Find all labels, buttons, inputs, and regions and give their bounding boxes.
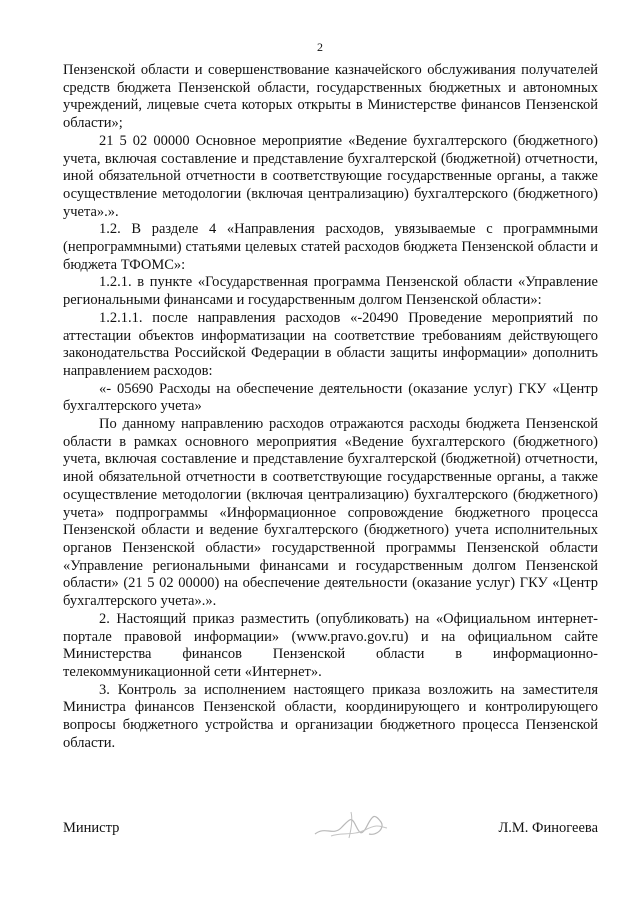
paragraph-6: «- 05690 Расходы на обеспечение деятельности (оказание услуг) ГКУ «Центр бухгалтерского учета» <box>63 380 598 415</box>
signature-block <box>63 820 598 844</box>
signatory-name: Л.М. Финогеева <box>498 820 598 836</box>
paragraph-5: 1.2.1.1. после направления расходов «-20490 Проведение мероприятий по аттестации объектов информатизации на соответствие требованиям действующего законодательства Российской Федерации в области защиты информации» дополнить направлением расходов: <box>63 309 598 379</box>
paragraph-3: 1.2. В разделе 4 «Направления расходов, увязываемые с программными (непрограммными) статьями целевых статей расходов бюджета Пензенской области и бюджета ТФОМС»: <box>63 221 598 273</box>
page-number: 2 <box>317 40 323 54</box>
paragraph-4: 1.2.1. в пункте «Государственная программа Пензенской области «Управление региональными финансами и государственным долгом Пензенской области»: <box>63 274 598 309</box>
handwritten-signature-icon <box>311 806 391 846</box>
paragraph-8: 2. Настоящий приказ разместить (опубликовать) на «Официальном интернет-портале правовой информации» (www.pravo.gov.ru) и на официальном сайте Министерства финансов Пензенской области в информационно-телекоммуникационной сети «Интернет». <box>63 610 598 680</box>
paragraph-9: 3. Контроль за исполнением настоящего приказа возложить на заместителя Министра финансов Пензенской области, координирующего и контролирующего вопросы бюджетного устройства и организации бюджетного процесса Пензенской области. <box>63 681 598 751</box>
document-body <box>63 62 598 752</box>
paragraph-2: 21 5 02 00000 Основное мероприятие «Ведение бухгалтерского (бюджетного) учета, включая составление и представление бухгалтерской (бюджетной) отчетности, иной обязательной отчетности в соответствующие государственные органы, а также осуществление методологии (включая централизацию) бухгалтерского (бюджетного) учета».». <box>63 132 598 220</box>
paragraph-7: По данному направлению расходов отражаются расходы бюджета Пензенской области в рамках основного мероприятия «Ведение бухгалтерского (бюджетного) учета, включая составление и представление бухгалтерской (бюджетной) отчетности, иной обязательной отчетности в соответствующие государственные органы, а также осуществление методологии (включая централизацию) бухгалтерского (бюджетного) учета» подпрограммы «Информационное сопровождение бюджетного процесса Пензенской области и ведение бухгалтерского (бюджетного) учета исполнительных органов Пензенской области» государственной программы Пензенской области «Управление региональными финансами и государственным долгом Пензенской области» (21 5 02 00000) на обеспечение деятельности (оказание услуг) ГКУ «Центр бухгалтерского учета».». <box>63 416 598 610</box>
signatory-title: Министр <box>63 820 120 836</box>
paragraph-1: Пензенской области и совершенствование казначейского обслуживания получателей средств бюджета Пензенской области, государственных бюджетных и автономных учреждений, лицевые счета которых открыты в Министерстве финансов Пензенской области»; <box>63 62 598 132</box>
